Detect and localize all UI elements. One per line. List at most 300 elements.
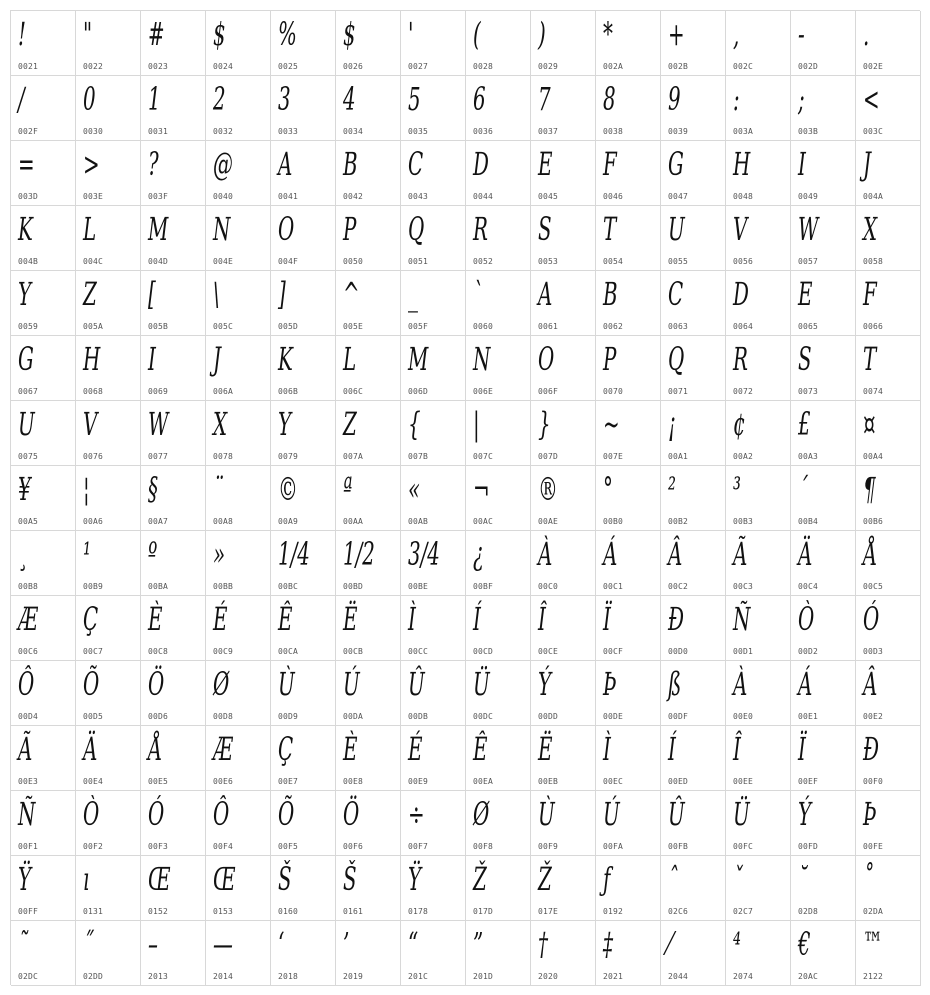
glyph-cell xyxy=(596,726,661,791)
unicode-codepoint-label: 00BD xyxy=(343,582,364,591)
unicode-codepoint-label: 0161 xyxy=(343,907,364,916)
glyph-sample: B xyxy=(603,275,618,313)
unicode-codepoint-label: 00D5 xyxy=(83,712,104,721)
glyph-sample: ] xyxy=(278,275,286,313)
glyph-cell xyxy=(856,401,921,466)
glyph-cell xyxy=(596,336,661,401)
glyph-cell xyxy=(531,596,596,661)
glyph-sample: ¤ xyxy=(863,405,876,443)
glyph-sample: ˆ xyxy=(668,860,678,898)
unicode-codepoint-label: 007D xyxy=(538,452,559,461)
glyph-cell xyxy=(401,791,466,856)
glyph-cell xyxy=(401,921,466,986)
unicode-codepoint-label: 004B xyxy=(18,257,39,266)
glyph-sample: Ÿ xyxy=(408,860,422,898)
glyph-cell xyxy=(401,661,466,726)
glyph-sample: Æ xyxy=(213,730,233,768)
unicode-codepoint-label: 0021 xyxy=(18,62,39,71)
glyph-cell xyxy=(336,726,401,791)
unicode-codepoint-label: 0160 xyxy=(278,907,299,916)
unicode-codepoint-label: 00E6 xyxy=(213,777,234,786)
unicode-codepoint-label: 02DC xyxy=(18,972,39,981)
glyph-cell xyxy=(466,856,531,921)
glyph-cell xyxy=(206,141,271,206)
glyph-sample: 1/2 xyxy=(343,535,375,573)
glyph-cell xyxy=(466,76,531,141)
unicode-codepoint-label: 0059 xyxy=(18,322,39,331)
glyph-cell xyxy=(336,141,401,206)
glyph-cell xyxy=(596,661,661,726)
unicode-codepoint-label: 0055 xyxy=(668,257,689,266)
unicode-codepoint-label: 20AC xyxy=(798,972,819,981)
glyph-sample: / xyxy=(18,80,25,118)
glyph-cell xyxy=(661,141,726,206)
unicode-codepoint-label: 00AE xyxy=(538,517,559,526)
unicode-codepoint-label: 2018 xyxy=(278,972,299,981)
glyph-cell xyxy=(206,206,271,271)
unicode-codepoint-label: 00C0 xyxy=(538,582,559,591)
glyph-sample: " xyxy=(83,15,93,53)
glyph-cell xyxy=(141,921,206,986)
glyph-cell xyxy=(271,206,336,271)
glyph-cell xyxy=(661,466,726,531)
glyph-sample: G xyxy=(668,145,684,183)
unicode-codepoint-label: 00DD xyxy=(538,712,559,721)
glyph-sample: Ï xyxy=(798,730,806,768)
glyph-sample: ) xyxy=(538,15,546,53)
unicode-codepoint-label: 0023 xyxy=(148,62,169,71)
unicode-codepoint-label: 00D9 xyxy=(278,712,299,721)
glyph-cell xyxy=(856,531,921,596)
unicode-codepoint-label: 0022 xyxy=(83,62,104,71)
glyph-sample: $ xyxy=(343,15,356,53)
glyph-cell xyxy=(336,336,401,401)
glyph-sample: Ü xyxy=(473,665,490,703)
glyph-cell xyxy=(726,336,791,401)
unicode-codepoint-label: 00C9 xyxy=(213,647,234,656)
glyph-cell xyxy=(856,596,921,661)
glyph-cell xyxy=(856,271,921,336)
glyph-cell xyxy=(726,856,791,921)
unicode-codepoint-label: 00F9 xyxy=(538,842,559,851)
glyph-cell xyxy=(791,271,856,336)
unicode-codepoint-label: 00BF xyxy=(473,582,494,591)
unicode-codepoint-label: 002E xyxy=(863,62,884,71)
glyph-sample: L xyxy=(83,210,97,248)
glyph-sample: $ xyxy=(213,15,226,53)
glyph-sample: ' xyxy=(408,15,414,53)
glyph-sample: M xyxy=(408,340,429,378)
glyph-sample: ˝ xyxy=(83,925,93,963)
unicode-codepoint-label: 0052 xyxy=(473,257,494,266)
glyph-cell xyxy=(206,76,271,141)
glyph-sample: » xyxy=(213,535,226,573)
glyph-sample: Ë xyxy=(538,730,553,768)
unicode-codepoint-label: 0053 xyxy=(538,257,559,266)
glyph-sample: C xyxy=(668,275,684,313)
unicode-codepoint-label: 0032 xyxy=(213,127,234,136)
glyph-cell xyxy=(791,921,856,986)
glyph-cell xyxy=(466,206,531,271)
unicode-codepoint-label: 00F3 xyxy=(148,842,169,851)
glyph-sample: ® xyxy=(538,470,558,508)
glyph-cell xyxy=(206,466,271,531)
glyph-cell xyxy=(11,336,76,401)
glyph-cell xyxy=(76,141,141,206)
glyph-sample: | xyxy=(473,405,480,443)
glyph-sample: ¸ xyxy=(18,535,28,573)
unicode-codepoint-label: 004E xyxy=(213,257,234,266)
unicode-codepoint-label: 0072 xyxy=(733,387,754,396)
glyph-sample: Å xyxy=(863,535,878,573)
unicode-codepoint-label: 0044 xyxy=(473,192,494,201)
unicode-codepoint-label: 005E xyxy=(343,322,364,331)
glyph-cell xyxy=(401,596,466,661)
glyph-sample: Ø xyxy=(213,665,230,703)
glyph-sample: U xyxy=(668,210,685,248)
unicode-codepoint-label: 00D1 xyxy=(733,647,754,656)
glyph-sample: 6 xyxy=(473,80,486,118)
unicode-codepoint-label: 0035 xyxy=(408,127,429,136)
glyph-sample: } xyxy=(538,405,551,443)
unicode-codepoint-label: 00A5 xyxy=(18,517,39,526)
unicode-codepoint-label: 0036 xyxy=(473,127,494,136)
glyph-sample: ! xyxy=(18,15,26,53)
glyph-cell xyxy=(206,921,271,986)
glyph-cell xyxy=(466,531,531,596)
glyph-cell xyxy=(856,141,921,206)
unicode-codepoint-label: 0058 xyxy=(863,257,884,266)
glyph-cell xyxy=(401,466,466,531)
glyph-cell xyxy=(271,791,336,856)
glyph-cell xyxy=(661,271,726,336)
glyph-cell xyxy=(531,661,596,726)
glyph-cell xyxy=(141,596,206,661)
glyph-sample: \ xyxy=(213,275,220,313)
glyph-sample: Å xyxy=(148,730,163,768)
glyph-cell xyxy=(336,11,401,76)
unicode-codepoint-label: 2019 xyxy=(343,972,364,981)
glyph-sample: Þ xyxy=(603,665,617,703)
glyph-cell xyxy=(531,791,596,856)
glyph-sample: º xyxy=(148,535,158,573)
glyph-sample: J xyxy=(863,145,871,183)
unicode-codepoint-label: 0038 xyxy=(603,127,624,136)
unicode-codepoint-label: 007A xyxy=(343,452,364,461)
glyph-sample: % xyxy=(278,15,297,53)
glyph-cell xyxy=(11,531,76,596)
unicode-codepoint-label: 0062 xyxy=(603,322,624,331)
glyph-cell xyxy=(141,531,206,596)
glyph-cell xyxy=(791,76,856,141)
unicode-codepoint-label: 0050 xyxy=(343,257,364,266)
unicode-codepoint-label: 2021 xyxy=(603,972,624,981)
glyph-sample: ˇ xyxy=(733,860,743,898)
glyph-cell xyxy=(76,856,141,921)
glyph-cell xyxy=(271,11,336,76)
unicode-codepoint-label: 0049 xyxy=(798,192,819,201)
unicode-codepoint-label: 0079 xyxy=(278,452,299,461)
unicode-codepoint-label: 0054 xyxy=(603,257,624,266)
glyph-sample: ¹ xyxy=(83,535,91,573)
unicode-codepoint-label: 0041 xyxy=(278,192,299,201)
glyph-sample: Ú xyxy=(603,795,620,833)
unicode-codepoint-label: 00DE xyxy=(603,712,624,721)
unicode-codepoint-label: 00C3 xyxy=(733,582,754,591)
glyph-sample: B xyxy=(343,145,358,183)
unicode-codepoint-label: 00E3 xyxy=(18,777,39,786)
glyph-sample: Z xyxy=(343,405,357,443)
glyph-sample: ( xyxy=(473,15,481,53)
glyph-cell xyxy=(336,856,401,921)
unicode-codepoint-label: 0076 xyxy=(83,452,104,461)
unicode-codepoint-label: 005D xyxy=(278,322,299,331)
glyph-cell xyxy=(531,531,596,596)
unicode-codepoint-label: 00BB xyxy=(213,582,234,591)
glyph-cell xyxy=(141,76,206,141)
glyph-cell xyxy=(206,271,271,336)
glyph-sample: Ã xyxy=(733,535,748,573)
glyph-sample: F xyxy=(863,275,877,313)
glyph-sample: ´ xyxy=(798,470,808,508)
glyph-cell xyxy=(856,791,921,856)
unicode-codepoint-label: 006A xyxy=(213,387,234,396)
glyph-sample: Î xyxy=(538,600,546,638)
unicode-codepoint-label: 0034 xyxy=(343,127,364,136)
glyph-cell xyxy=(661,726,726,791)
glyph-cell xyxy=(531,726,596,791)
unicode-codepoint-label: 2013 xyxy=(148,972,169,981)
glyph-cell xyxy=(206,401,271,466)
glyph-sample: © xyxy=(278,470,298,508)
unicode-codepoint-label: 2044 xyxy=(668,972,689,981)
unicode-codepoint-label: 004A xyxy=(863,192,884,201)
glyph-cell xyxy=(791,531,856,596)
glyph-cell xyxy=(76,76,141,141)
unicode-codepoint-label: 0061 xyxy=(538,322,559,331)
glyph-sample: R xyxy=(473,210,488,248)
glyph-cell xyxy=(271,856,336,921)
glyph-cell xyxy=(596,596,661,661)
glyph-cell xyxy=(76,921,141,986)
unicode-codepoint-label: 0077 xyxy=(148,452,169,461)
glyph-sample: Á xyxy=(798,665,813,703)
glyph-cell xyxy=(791,466,856,531)
unicode-codepoint-label: 2122 xyxy=(863,972,884,981)
unicode-codepoint-label: 0056 xyxy=(733,257,754,266)
glyph-sample: Q xyxy=(668,340,685,378)
unicode-codepoint-label: 0048 xyxy=(733,192,754,201)
glyph-sample: Ó xyxy=(148,795,165,833)
unicode-codepoint-label: 0046 xyxy=(603,192,624,201)
glyph-cell xyxy=(271,401,336,466)
glyph-cell xyxy=(531,141,596,206)
glyph-sample: Æ xyxy=(18,600,38,638)
glyph-cell xyxy=(791,401,856,466)
unicode-codepoint-label: 00FF xyxy=(18,907,39,916)
glyph-cell xyxy=(401,531,466,596)
glyph-sample: Ý xyxy=(798,795,812,833)
unicode-codepoint-label: 00FC xyxy=(733,842,754,851)
glyph-cell xyxy=(856,726,921,791)
glyph-sample: € xyxy=(798,925,811,963)
unicode-codepoint-label: 2014 xyxy=(213,972,234,981)
unicode-codepoint-label: 00B8 xyxy=(18,582,39,591)
glyph-sample: @ xyxy=(213,145,233,183)
glyph-cell xyxy=(726,661,791,726)
glyph-cell xyxy=(856,76,921,141)
unicode-codepoint-label: 003B xyxy=(798,127,819,136)
unicode-codepoint-label: 00DF xyxy=(668,712,689,721)
glyph-sample: J xyxy=(213,340,221,378)
glyph-sample: - xyxy=(798,15,805,53)
unicode-codepoint-label: 00B4 xyxy=(798,517,819,526)
glyph-sample: Ë xyxy=(343,600,358,638)
glyph-sample: Z xyxy=(83,275,97,313)
glyph-sample: Û xyxy=(408,665,425,703)
glyph-cell xyxy=(466,141,531,206)
glyph-cell xyxy=(11,726,76,791)
glyph-cell xyxy=(271,336,336,401)
glyph-cell xyxy=(596,791,661,856)
unicode-codepoint-label: 0063 xyxy=(668,322,689,331)
unicode-codepoint-label: 002B xyxy=(668,62,689,71)
glyph-cell xyxy=(661,596,726,661)
glyph-cell xyxy=(76,401,141,466)
glyph-sample: Ç xyxy=(278,730,294,768)
glyph-sample: § xyxy=(148,470,158,508)
glyph-sample: Ì xyxy=(603,730,611,768)
unicode-codepoint-label: 00FB xyxy=(668,842,689,851)
glyph-sample: ¨ xyxy=(213,470,223,508)
unicode-codepoint-label: 00A8 xyxy=(213,517,234,526)
unicode-codepoint-label: 017D xyxy=(473,907,494,916)
unicode-codepoint-label: 00B0 xyxy=(603,517,624,526)
glyph-sample: S xyxy=(798,340,812,378)
unicode-codepoint-label: 005C xyxy=(213,322,234,331)
glyph-cell xyxy=(11,76,76,141)
glyph-cell xyxy=(11,401,76,466)
glyph-sample: Ù xyxy=(278,665,295,703)
glyph-sample: Ç xyxy=(83,600,99,638)
unicode-codepoint-label: 004C xyxy=(83,257,104,266)
unicode-codepoint-label: 0043 xyxy=(408,192,429,201)
glyph-sample: T xyxy=(603,210,617,248)
glyph-sample: 8 xyxy=(603,80,616,118)
glyph-sample: Ô xyxy=(213,795,230,833)
glyph-sample: Ñ xyxy=(733,600,751,638)
glyph-sample: _ xyxy=(408,275,418,313)
glyph-sample: T xyxy=(863,340,877,378)
glyph-sample: O xyxy=(278,210,295,248)
glyph-cell xyxy=(401,401,466,466)
glyph-sample: 9 xyxy=(668,80,681,118)
glyph-cell xyxy=(206,531,271,596)
glyph-sample: 0 xyxy=(83,80,96,118)
glyph-cell xyxy=(336,206,401,271)
glyph-cell xyxy=(11,856,76,921)
glyph-cell xyxy=(791,596,856,661)
unicode-codepoint-label: 00D2 xyxy=(798,647,819,656)
unicode-codepoint-label: 00BA xyxy=(148,582,169,591)
glyph-cell xyxy=(401,336,466,401)
glyph-sample: Ò xyxy=(83,795,100,833)
glyph-cell xyxy=(726,76,791,141)
glyph-cell xyxy=(271,921,336,986)
unicode-codepoint-label: 00E0 xyxy=(733,712,754,721)
glyph-cell xyxy=(76,726,141,791)
glyph-sample: 5 xyxy=(408,80,421,118)
glyph-cell xyxy=(401,726,466,791)
unicode-codepoint-label: 0026 xyxy=(343,62,364,71)
glyph-sample: Ä xyxy=(798,535,813,573)
glyph-cell xyxy=(466,401,531,466)
glyph-sample: S xyxy=(538,210,552,248)
glyph-cell xyxy=(336,661,401,726)
glyph-cell xyxy=(791,206,856,271)
glyph-cell xyxy=(271,596,336,661)
glyph-cell xyxy=(271,726,336,791)
glyph-cell xyxy=(531,401,596,466)
glyph-cell xyxy=(661,206,726,271)
glyph-cell xyxy=(596,206,661,271)
unicode-codepoint-label: 00F4 xyxy=(213,842,234,851)
glyph-sample: ¥ xyxy=(18,470,31,508)
unicode-codepoint-label: 00F0 xyxy=(863,777,884,786)
glyph-cell xyxy=(336,271,401,336)
glyph-cell xyxy=(11,271,76,336)
glyph-cell xyxy=(726,531,791,596)
unicode-codepoint-label: 0068 xyxy=(83,387,104,396)
glyph-cell xyxy=(76,336,141,401)
glyph-cell xyxy=(466,11,531,76)
glyph-sample: È xyxy=(343,730,358,768)
unicode-codepoint-label: 00EA xyxy=(473,777,494,786)
glyph-cell xyxy=(271,271,336,336)
glyph-sample: H xyxy=(83,340,101,378)
unicode-codepoint-label: 00B6 xyxy=(863,517,884,526)
unicode-codepoint-label: 0025 xyxy=(278,62,299,71)
glyph-sample: – xyxy=(148,925,158,963)
glyph-cell xyxy=(661,11,726,76)
glyph-sample: X xyxy=(213,405,228,443)
glyph-cell xyxy=(271,76,336,141)
glyph-sample: Í xyxy=(668,730,676,768)
unicode-codepoint-label: 00DB xyxy=(408,712,429,721)
glyph-sample: À xyxy=(538,535,553,573)
glyph-sample: 7 xyxy=(538,80,551,118)
glyph-sample: W xyxy=(148,405,169,443)
glyph-cell xyxy=(661,921,726,986)
glyph-sample: 4 xyxy=(343,80,356,118)
unicode-codepoint-label: 00E4 xyxy=(83,777,104,786)
glyph-cell xyxy=(596,401,661,466)
glyph-cell xyxy=(856,336,921,401)
unicode-codepoint-label: 00FD xyxy=(798,842,819,851)
glyph-sample: E xyxy=(538,145,553,183)
glyph-cell xyxy=(531,336,596,401)
glyph-cell xyxy=(401,11,466,76)
glyph-sample: P xyxy=(603,340,617,378)
glyph-sample: ‡ xyxy=(603,925,613,963)
unicode-codepoint-label: 00E2 xyxy=(863,712,884,721)
glyph-sample: ` xyxy=(473,275,483,313)
unicode-codepoint-label: 00D4 xyxy=(18,712,39,721)
glyph-sample: Ã xyxy=(18,730,33,768)
glyph-sample: A xyxy=(278,145,293,183)
glyph-sample: ÷ xyxy=(408,795,425,833)
unicode-codepoint-label: 00F8 xyxy=(473,842,494,851)
